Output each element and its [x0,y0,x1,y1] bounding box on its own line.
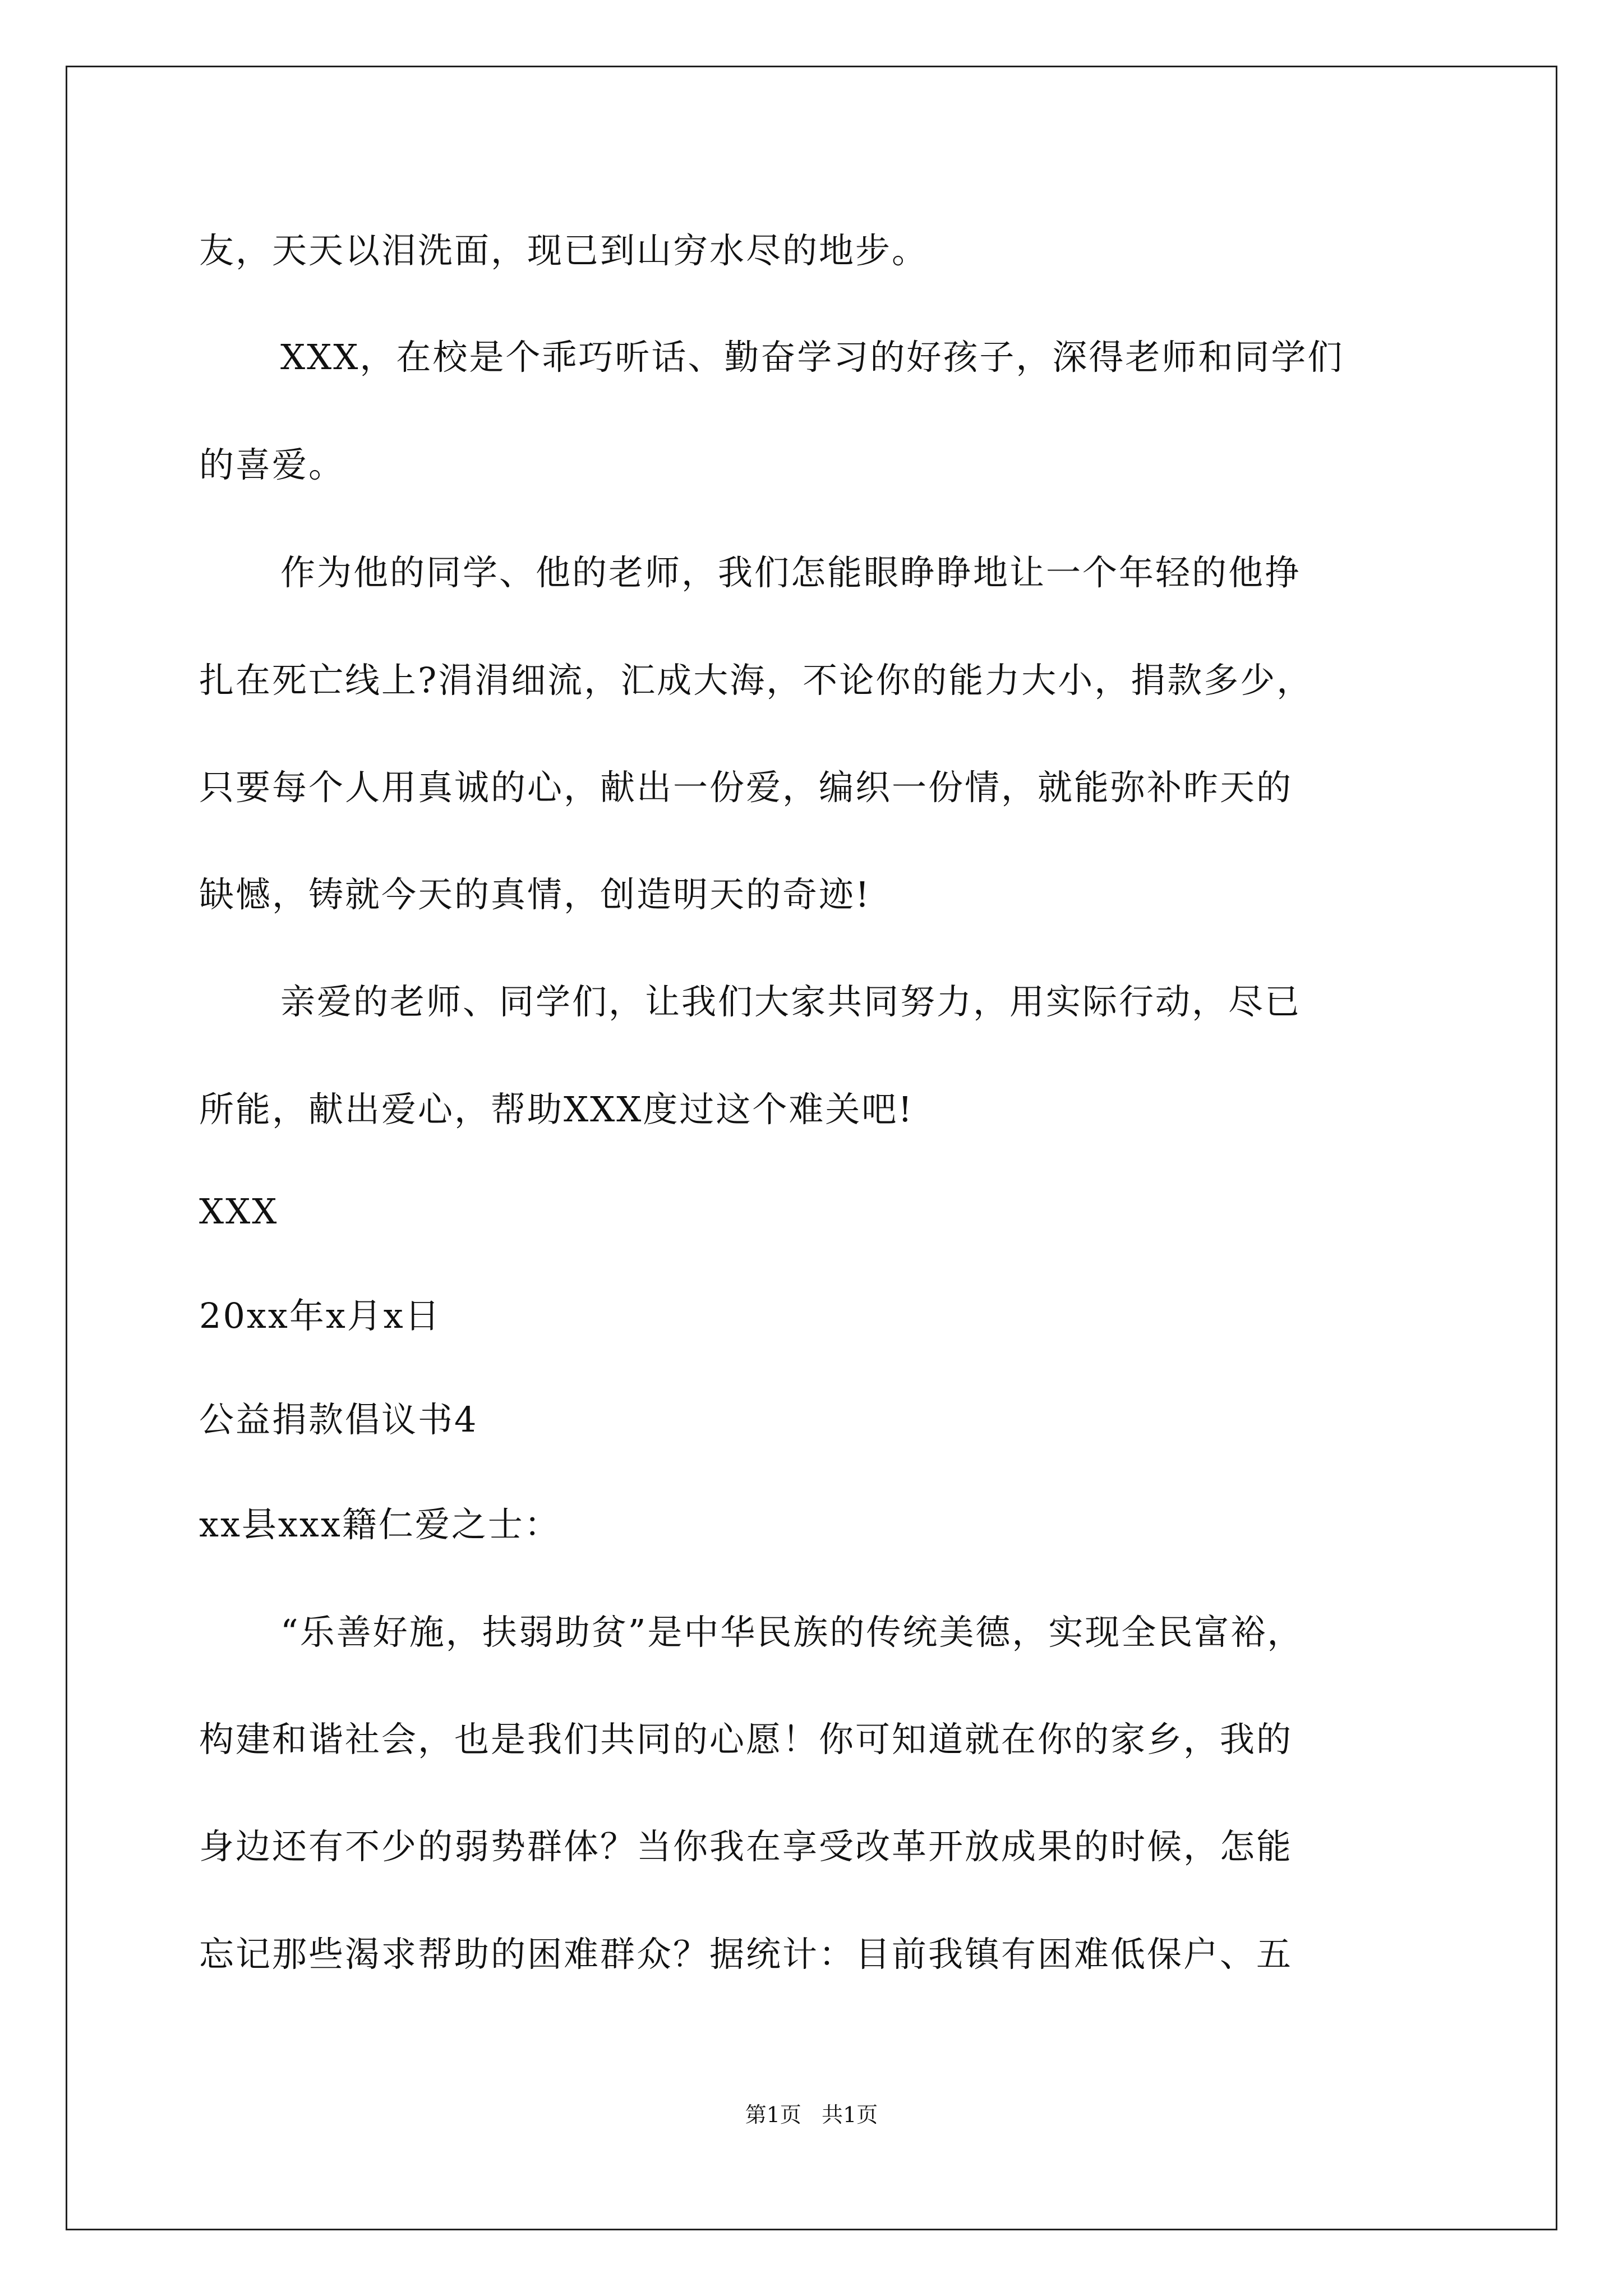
body-line-17: 忘记那些渴求帮助的困难群众？据统计：目前我镇有困难低保户、五 [199,1934,1293,1975]
salutation: xx县xxx籍仁爱之士： [199,1504,561,1545]
body-line-5: 扎在死亡线上?涓涓细流，汇成大海，不论你的能力大小，捐款多少， [199,660,1313,701]
signature-date: 20xx年x月x日 [199,1295,441,1336]
body-line-16: 身边还有不少的弱势群体？当你我在享受改革开放成果的时候，怎能 [199,1826,1293,1867]
signature-name: XXX [199,1191,279,1232]
body-line-1: 友，天天以泪洗面，现已到山穷水尽的地步。 [199,230,929,271]
body-line-8: 亲爱的老师、同学们，让我们大家共同努力，用实际行动，尽已 [280,981,1302,1022]
body-line-3: 的喜爱。 [199,444,345,485]
body-line-7: 缺憾，铸就今天的真情，创造明天的奇迹! [199,874,871,915]
body-line-2: XXX，在校是个乖巧听话、勤奋学习的好孩子，深得老师和同学们 [280,337,1344,378]
body-line-14: “乐善好施，扶弱助贫”是中华民族的传统美德，实现全民富裕， [280,1612,1304,1653]
body-line-15: 构建和谐社会，也是我们共同的心愿！你可知道就在你的家乡，我的 [199,1719,1293,1760]
section-title: 公益捐款倡议书4 [199,1399,478,1440]
body-line-9: 所能，献出爱心，帮助XXX度过这个难关吧! [199,1089,914,1130]
body-line-6: 只要每个人用真诚的心，献出一份爱，编织一份情，就能弥补昨天的 [199,767,1293,808]
body-line-4: 作为他的同学、他的老师，我们怎能眼睁睁地让一个年轻的他挣 [280,552,1302,593]
page-border [66,66,1557,2230]
page-footer: 第1页 共1页 [745,2102,878,2127]
